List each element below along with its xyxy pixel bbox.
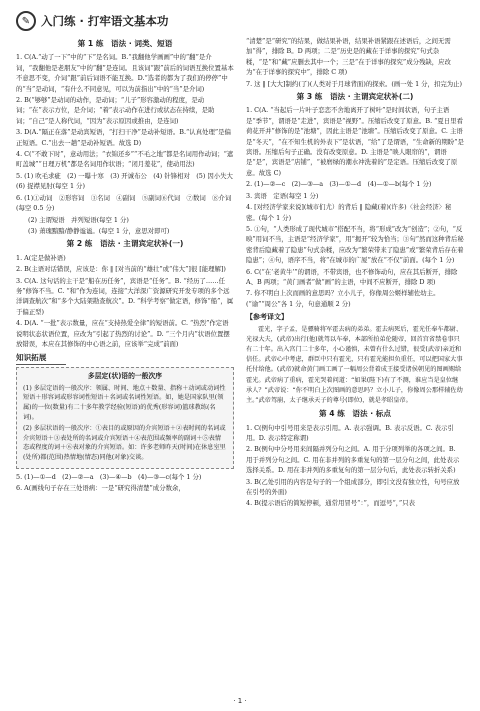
knowledge-box-text: (1) 多层定语的一般次序：领属、时间、地点＋数量、指称＋动词或动词性短语＋形容词或形容词性短语＋名词或名词性短语。如，她是国家队里(领属)的一位(数量)有二十多年教学经验(短语)的优秀(形容词)篮球教练(名词)。	[23, 384, 226, 421]
answer-item: 2. B(例句中分号用来间隔并列分句之间。A. 用于分项列举的各项之间。B. 用于并列分句之间。C. 用在非并列的多重复句的第一层分句之间，此处表示选择关系。D. 用在非并列的多重复句的第一层分句后，此处表示转折关系)	[246, 445, 460, 475]
content-columns	[16, 36, 464, 510]
knowledge-box-text: (2) 多层状语的一般次序：①表目的或原因的介宾短语＋②表时间的名词或介宾短语＋③表处所的名词或介宾短语＋④表范围或频率的副词＋⑤表情态或程度的词＋⑥表对象的介宾短语。如：许多老师昨天(时间)在休息室里(处所)都(范围)热情地(情态)同他(对象)交谈。	[23, 424, 226, 462]
page-number: · 1 ·	[233, 697, 247, 705]
answer-item: 5. ①句，“人类形成了现代城市”搭配不当，将“形成”改为“创造”；②句，“反映”用词不当，主语是“经济学家”，用“揭开”较为恰当；③句“然而这种背后秘密背后隐藏着了隐患”句式杂糅，应改为“繁荣带来了隐患”或“繁荣背后存在着隐患”；④句，语序不当，将“在城市的广厦”放在“不仅”前面。(每个 1 分)	[246, 224, 464, 265]
pencil-icon: ✎	[16, 11, 36, 31]
section-title-4: 第 4 练 语法 · 标点	[319, 409, 391, 419]
answer-item: 1. A(定是做补语)	[16, 253, 66, 262]
answer-item: 3. B(乙处引用的内容是句子的一个组成部分，即引文没有独立性，句号应放在引号的外面)	[246, 477, 460, 497]
answer-item: 2. B(主语对话错误，应该是：你 ‖ [对当前的“雄壮”或“伟大”]很 [能理解])	[16, 265, 226, 274]
answer-item: 5. (1) 吹毛求疵 (2) 一曝十寒 (3) 开诚布公 (4) 针锋相对 (5) 因小失大 (6) 捉襟见肘(每空 1 分)	[16, 171, 240, 191]
answer-item: 3. 宾语 定语(每空 1 分)	[246, 191, 319, 200]
section-header	[16, 6, 464, 36]
reference-translation-title: 【参考译文】	[246, 313, 288, 322]
answer-item: (3) 萧瑰黯黯/静静谧谧。(每空 1 分，意思对即可)	[28, 226, 170, 235]
answer-item: “清楚”是“研究”的结果，做结果补语，结果补语紧跟在述语后，之间无需加“得”，排除 B。D 两项；二是“历史是的藏在于详事的探究”句式杂糅，“是”和“藏”应删去其中一个；三是“在于详事的探究”成分残缺，应改为“在于详事的探究中”，排除 C 项)	[246, 37, 451, 77]
knowledge-box	[16, 367, 234, 469]
answer-item: 4. D(A. “一批”表示数量，应在“支持热爱全律”的短语前。C. “热烈”作定语说明状态状语位置，应改为“引起了热烈的讨论”。D. “三个月内”状语位置摆放错误，本应在其修饰的中心语之前，应该举“完成”前面)	[16, 319, 230, 348]
answer-item: 6. C(“在‘老黄牛’”的谓语，不带宾语，也不修饰动句，应在其后断开，排除 A、B 两项；“黄门画者”做“画”的主语，中间不应断开，排除 D 项)	[246, 267, 458, 286]
answer-item: 1. C(A.“动了一下”中的“下”是名词。B.“我翻他学画画”中的“翻”是介词，“我翻他是老朋友”中的“翻”是连词。且该词“跟”前后的词语互换位置基本不意思不变，介词“跟”前后词语不能互换。D.“选者的都为了我们的停停”中的“当”是动词，“有什么不同意见，可以为前指出”中的“当”是介词)	[16, 53, 234, 93]
answer-item: 2. B(“够够”是动词的动作，是动词；“儿子”形容激动的程度，是动词；“在”表示方位，是介词；“着”表示动作在进行或状态在持续，是助词；“自己”是人称代词，“因为”表示原因或推由，是连词)	[16, 96, 215, 125]
answer-item: (2) 主谓短语 并列短语(每空 1 分)	[28, 215, 129, 224]
answer-item: 7. 你不明白上次而画的意思吗？立小儿子，你像周公姬样辅佐幼主。(“谕”“周公”各 1 分，句意通顺 2 分)	[246, 289, 440, 308]
reference-translation-text: 霍光，字子孟，是骠骑将军霍去病的弟弟。霍去病死后，霍光任奉车都尉、光禄大夫，(武帝)出行(他)就驾以车奉，本部所拍弟伦随帝，回首宫省禁卷事只有二十年。出入宫门二十多年，小心谨慎，未曾有什么过错，很受(武帝)亲近和信任。武帝心中考虑，群臣中只有霍光，只有霍光能担负重任，可以把国家大事托付给他。(武帝)就命黄门画工画了一幅周公背着成王接受诸侯朝见的图画赐给霍光。武帝病了重病，霍光哭着问道：“如果(陛下)有了不测，谁应当是皇位继承人？”武帝说：“你不明白上次图画的意思吗？立小儿子，你像周公那样辅佐幼主。”武帝驾崩，太子继承天子的尊号(即位)，就是孝昭皇帝。	[246, 325, 463, 404]
left-column	[16, 36, 240, 510]
answer-item: 1. C(例句中引号用来是表示引用。A. 表示强调。B. 表示反语。C. 表示引用。D. 表示特定称谓)	[246, 423, 454, 442]
answer-item: 3. D(A.“隔正在落”是动宾短语，“打扫干净”是动补短语。B.“认真处理”是偏正短语。C.“出去一趟”是动补短语。故选 D)	[16, 128, 231, 147]
section-title-3: 第 3 练 语法 · 主谓宾定状补(二)	[296, 92, 414, 102]
answer-item: 3. C(A. 这句话的主干是“船在历任务”，宾语是“任务”。B. “经历了……任务”修饰不当。C. “和”作为连词，连接“大洋深广资源研究开发专项的多个远洋调查航次”和“多个大陆架勘查航次”。D. “科学考察”做定语，修饰“船”，属于偏正型)	[16, 276, 234, 316]
knowledge-extension-title: 知识拓展	[16, 353, 66, 364]
answer-item: 4. [对经济学家来说](城市们尤）的背后 ‖ 隐藏(着)(许多)〈社会经济〉秘密。(每个 1 分)	[246, 203, 452, 222]
section-title-1: 第 1 练 语法 · 词类、短语	[77, 39, 173, 48]
section-title-2: 第 2 练 语法 · 主谓宾定状补(一)	[66, 239, 184, 249]
answer-item: 4. C(“不敢下时”，意动用法；“衣锦还乡”“不毛之地”都是名词用作动词；“遮町盖城”“日理万机”都是名词用作状语；“闭月羞花”，使动用法)	[16, 150, 234, 169]
answer-item: 4. B(提示语后的简短停顿，通常用冒号“：”，而逗号“，”只表	[246, 499, 415, 508]
answer-item: 1. C(A. “当起后一片叶子恋恋不舍地离开了树叶”是时间状语，句子主语是“季节”，谓语是“走进”，宾语是“视野”。压缩后改变了原意。B. “夏日里看荷花开并”修饰的是“池塘”，因此主语是“池塘”。压缩后改变了原意。C. 主语是“冬天”，“在不知生机的外表下”是状语，“给”了是谓语，“生命新的期盼”是宾语。压缩后句子正确。没有改变原意。D. 主语是“映人眼帘的”，谓语是“是”，宾语是“店铺”，“被磨绿的潮水冲洗着的”是定语。压缩后改变了原意。故选 C)	[246, 106, 464, 177]
answer-item: 6. A(画线句子存在三处语病：一是“研究得清楚”成分数余，	[16, 484, 185, 493]
answer-item: 2. (1)—②—c (2)—③—a (3)—①—d (4)—①—b(每个 1 分)	[246, 180, 432, 189]
right-column	[246, 36, 464, 510]
knowledge-box-title: 多层定(状)语的一般次序	[87, 371, 163, 380]
answer-item: 6. (1)①动词 ②形容词 ③名词 ④副词 ⑤副词⑥代词 ⑦数词 ⑧介词(每空 0.5 分)	[16, 193, 232, 213]
header-title: 入门练 · 打牢语文基本功	[41, 14, 169, 28]
answer-item: 5. (1)—①—d (2)—②—a (3)—④—b (4)—③—c(每个 1 分)	[16, 472, 202, 481]
answer-item: 7. 这 ‖ [大大]制约(了)(人类对于月球背面)的探索。(画一处 1 分，扣完为止)	[246, 79, 463, 88]
